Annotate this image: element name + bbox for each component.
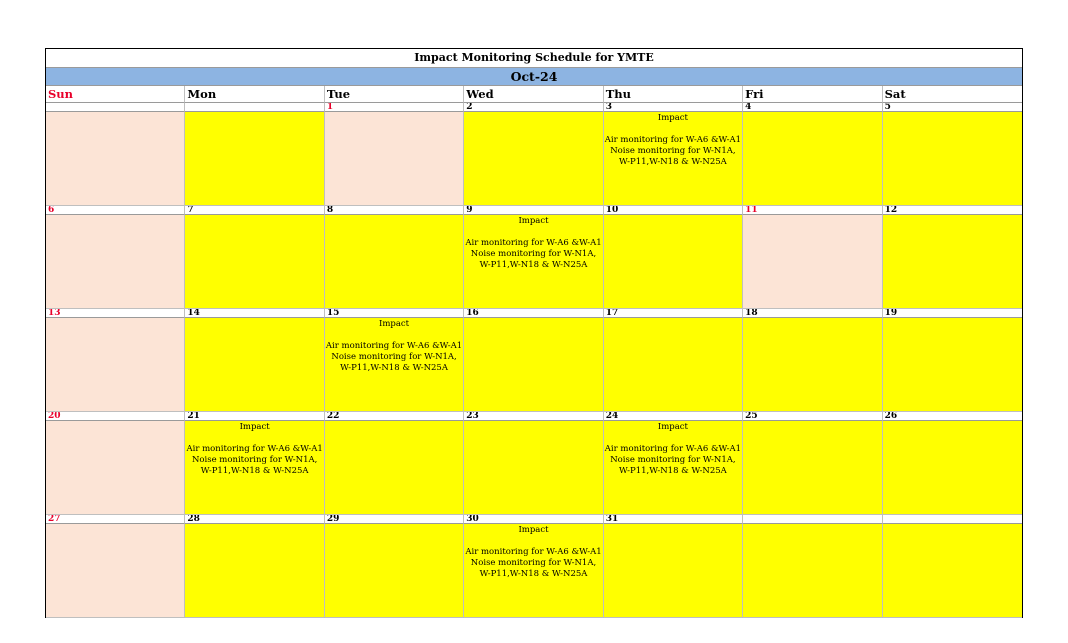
day-cell [604,524,743,618]
day-number: 4 [743,103,882,112]
week-date-row [46,103,1022,112]
day-number: 28 [185,515,324,524]
event-heading: Impact [518,525,549,535]
day-cell [464,112,603,206]
day-cell [883,215,1022,309]
event-heading: Impact [657,113,688,123]
day-number: 1 [325,103,464,112]
day-cell [883,318,1022,412]
day-cell [185,215,324,309]
day-number: 21 [185,412,324,421]
day-number [883,515,1022,524]
day-cell [464,215,603,309]
day-cell [46,318,185,412]
day-number [743,515,882,524]
day-cell [325,421,464,515]
week-date-row [46,206,1022,215]
day-cell [325,215,464,309]
event-line-points: W-P11,W-N18 & W-N25A [479,260,588,270]
day-cell [883,524,1022,618]
event-line-points: W-P11,W-N18 & W-N25A [200,466,309,476]
week-cell-row [46,524,1022,618]
day-cell [604,318,743,412]
day-cell [464,524,603,618]
day-number: 24 [604,412,743,421]
day-cell [743,112,882,206]
weekday-sun: Sun [46,86,185,103]
event-line-air: Air monitoring for W-A6 &W-A1 [325,341,463,351]
month-header: Oct-24 [46,68,1022,86]
day-number: 9 [464,206,603,215]
weekday-fri: Fri [743,86,882,103]
day-number: 10 [604,206,743,215]
day-cell [185,421,324,515]
event-line-noise: Noise monitoring for W-N1A, [610,455,736,465]
event-line-noise: Noise monitoring for W-N1A, [470,249,597,259]
week-cell-row [46,112,1022,206]
day-number: 7 [185,206,324,215]
day-cell [185,112,324,206]
day-number [46,103,185,112]
day-cell [743,524,882,618]
day-cell [325,318,464,412]
day-cell [46,112,185,206]
day-number: 3 [604,103,743,112]
event-line-noise: Noise monitoring for W-N1A, [610,146,736,156]
day-number: 16 [464,309,603,318]
event-line-air: Air monitoring for W-A6 &W-A1 [465,547,602,557]
day-cell [604,215,743,309]
event-line-air: Air monitoring for W-A6 &W-A1 [604,135,742,145]
weekday-wed: Wed [464,86,603,103]
day-cell [604,421,743,515]
day-number: 2 [464,103,603,112]
weekday-header-row [46,86,1022,103]
day-cell [464,318,603,412]
day-number: 30 [464,515,603,524]
day-cell [604,112,743,206]
day-number: 27 [46,515,185,524]
day-cell [46,215,185,309]
day-cell [46,421,185,515]
day-number: 8 [325,206,464,215]
day-number: 5 [883,103,1022,112]
event-heading: Impact [657,422,688,432]
event-line-noise: Noise monitoring for W-N1A, [470,558,597,568]
day-cell [743,215,882,309]
day-cell [883,421,1022,515]
calendar-weeks [46,103,1022,618]
week-cell-row [46,318,1022,412]
day-number: 29 [325,515,464,524]
day-cell [185,318,324,412]
event-line-points: W-P11,W-N18 & W-N25A [340,363,448,373]
weekday-tue: Tue [325,86,464,103]
event-line-points: W-P11,W-N18 & W-N25A [479,569,588,579]
event-heading: Impact [239,422,270,432]
day-cell [185,524,324,618]
day-number: 23 [464,412,603,421]
day-cell [883,112,1022,206]
day-number: 31 [604,515,743,524]
weekday-thu: Thu [604,86,743,103]
week-date-row [46,412,1022,421]
week-date-row [46,309,1022,318]
day-number: 6 [46,206,185,215]
calendar-sheet [45,48,1023,618]
day-cell [46,524,185,618]
event-line-noise: Noise monitoring for W-N1A, [331,352,457,362]
day-number: 19 [883,309,1022,318]
event-line-points: W-P11,W-N18 & W-N25A [619,466,727,476]
day-number: 26 [883,412,1022,421]
day-number: 11 [743,206,882,215]
weekday-sat: Sat [883,86,1022,103]
day-number: 20 [46,412,185,421]
day-number: 13 [46,309,185,318]
schedule-title: Impact Monitoring Schedule for YMTE [46,49,1022,68]
event-line-points: W-P11,W-N18 & W-N25A [619,157,727,167]
weekday-mon: Mon [185,86,324,103]
event-line-air: Air monitoring for W-A6 &W-A1 [604,444,742,454]
day-cell [464,421,603,515]
day-cell [325,524,464,618]
day-number: 18 [743,309,882,318]
day-number: 17 [604,309,743,318]
event-line-air: Air monitoring for W-A6 &W-A1 [465,238,602,248]
event-heading: Impact [379,319,410,329]
day-cell [743,421,882,515]
day-cell [743,318,882,412]
day-number: 22 [325,412,464,421]
week-date-row [46,515,1022,524]
event-line-noise: Noise monitoring for W-N1A, [191,455,318,465]
day-number: 25 [743,412,882,421]
day-number [185,103,324,112]
week-cell-row [46,215,1022,309]
day-number: 15 [325,309,464,318]
day-cell [325,112,464,206]
day-number: 12 [883,206,1022,215]
week-cell-row [46,421,1022,515]
day-number: 14 [185,309,324,318]
event-line-air: Air monitoring for W-A6 &W-A1 [186,444,323,454]
event-heading: Impact [518,216,549,226]
